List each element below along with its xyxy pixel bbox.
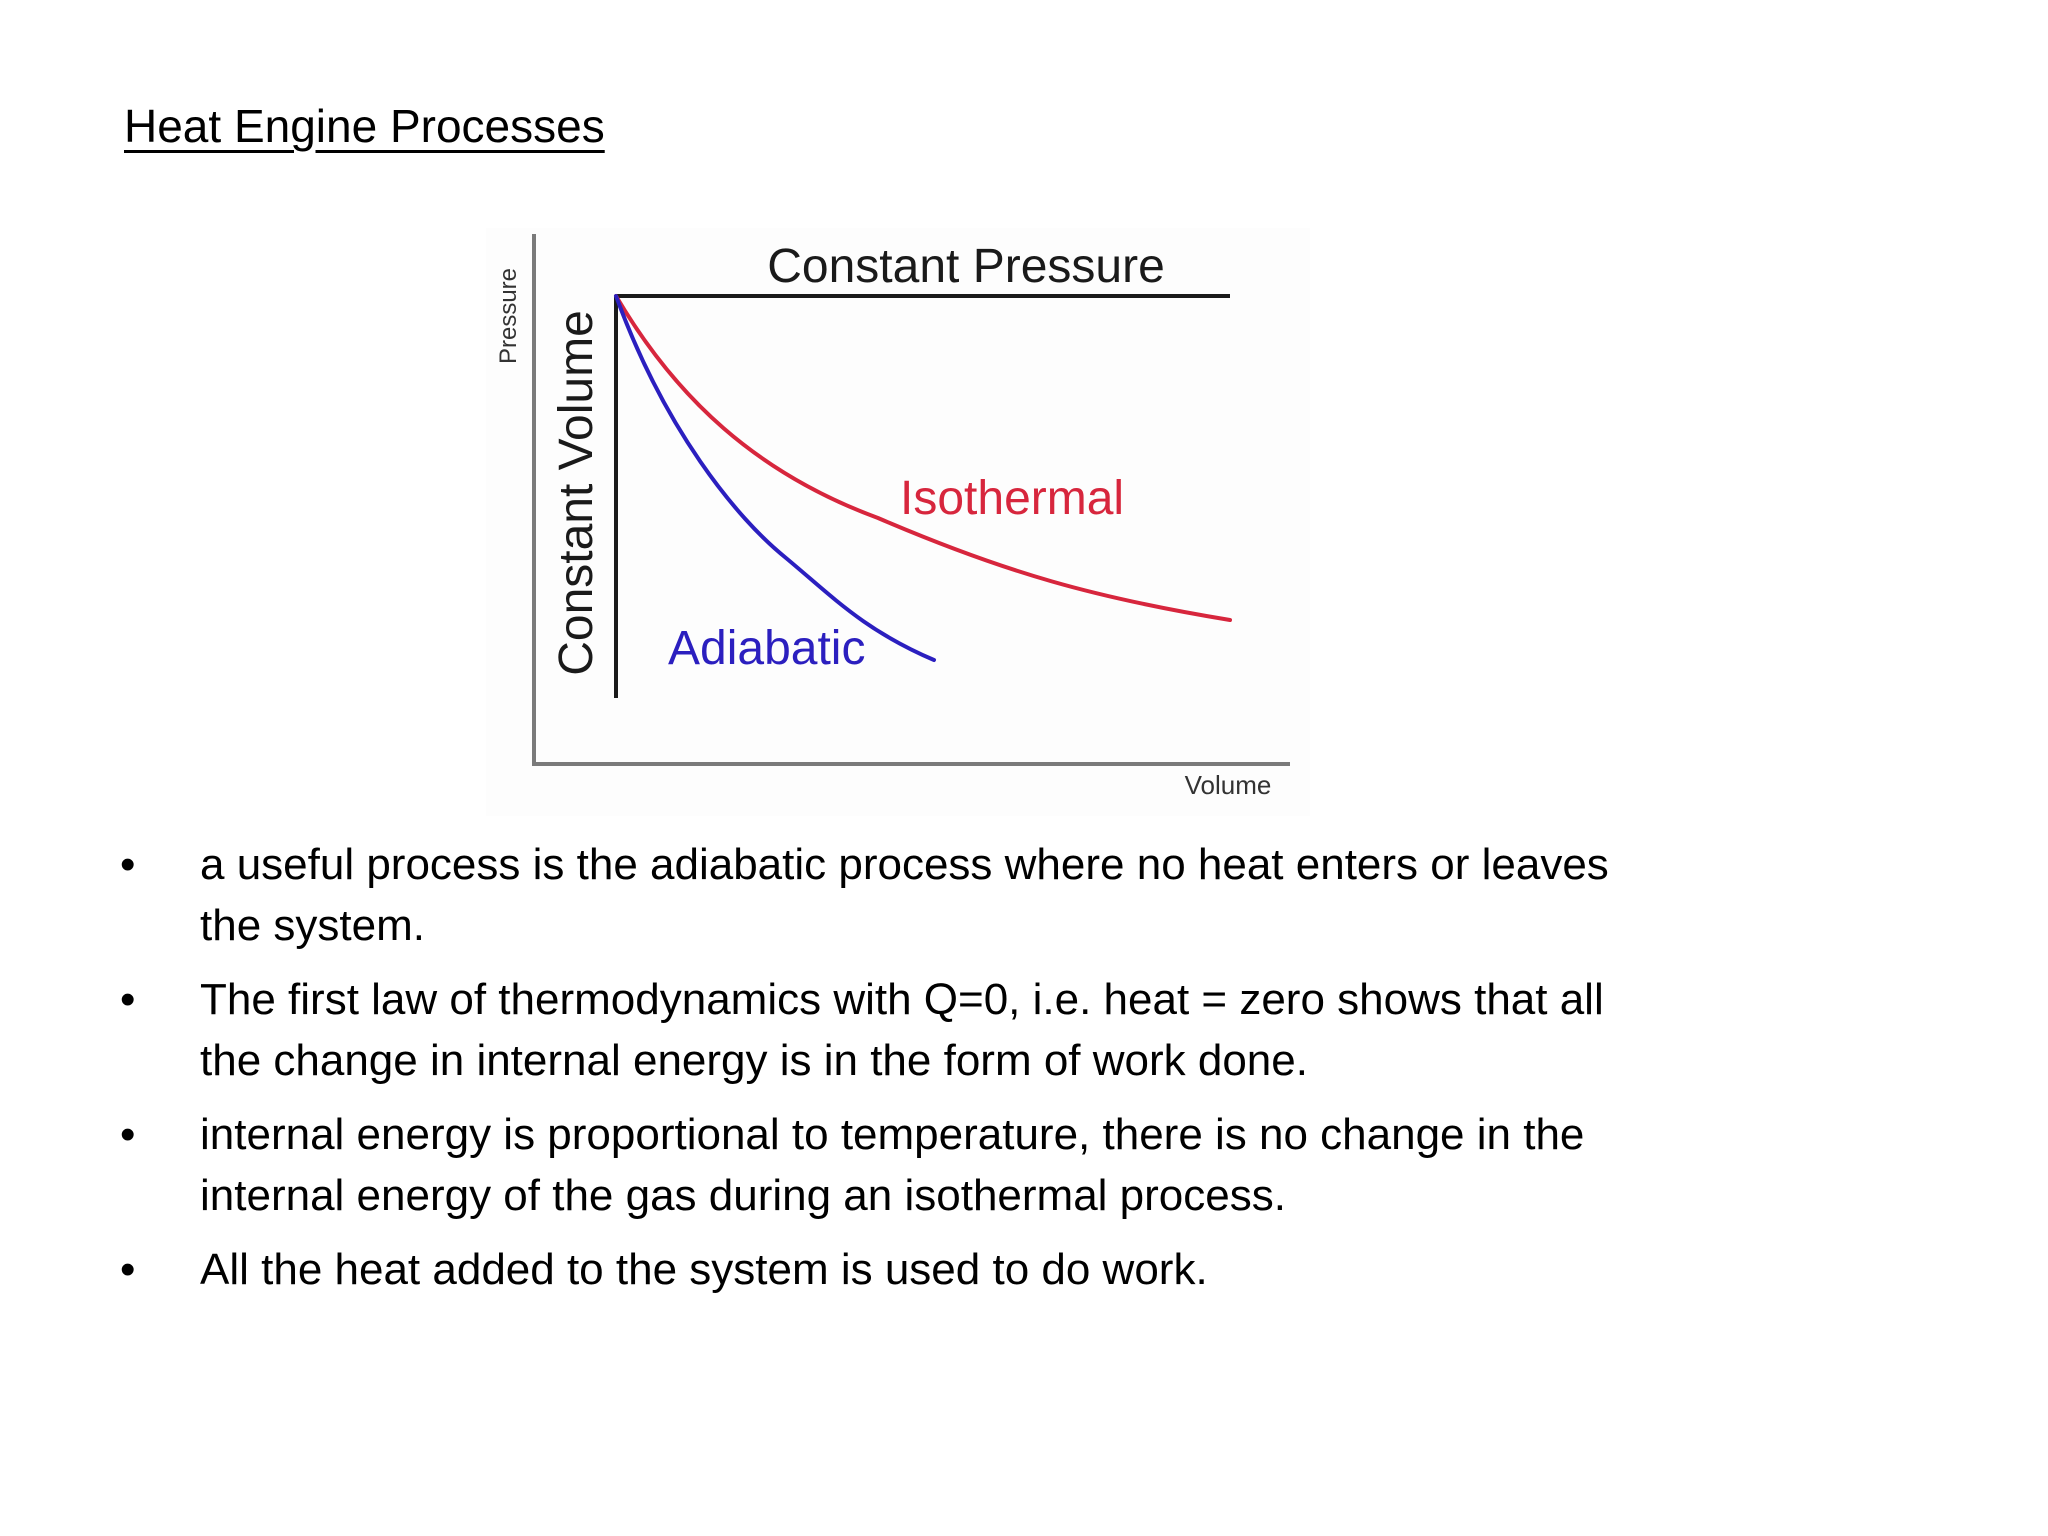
bullet-item <box>118 1239 1758 1300</box>
bullet-line: the system. <box>200 901 425 950</box>
pv-diagram <box>486 228 1310 816</box>
bullet-line: the change in internal energy is in the form of work done. <box>200 1036 1308 1085</box>
adiabatic-label: Adiabatic <box>668 622 866 675</box>
bullet-line: The first law of thermodynamics with Q=0, i.e. heat = zero shows that all <box>200 975 1604 1024</box>
constant-pressure-label: Constant Pressure <box>767 240 1165 293</box>
bullet-line: All the heat added to the system is used to do work. <box>200 1245 1208 1294</box>
bullet-item <box>118 834 1758 956</box>
constant-volume-label: Constant Volume <box>550 310 603 676</box>
x-axis-label: Volume <box>1184 770 1272 800</box>
bullet-marker: • <box>120 1110 136 1159</box>
isothermal-label: Isothermal <box>900 472 1125 525</box>
bullet-list <box>118 834 1758 1313</box>
bullet-marker: • <box>120 975 136 1024</box>
bullet-marker: • <box>120 840 136 889</box>
isothermal-curve <box>616 296 1230 620</box>
y-axis-label: Pressure <box>495 267 522 365</box>
bullet-marker: • <box>120 1245 136 1294</box>
bullet-line: internal energy of the gas during an isothermal process. <box>200 1171 1286 1220</box>
bullet-item <box>118 969 1758 1091</box>
bullet-line: internal energy is proportional to temperature, there is no change in the <box>200 1110 1585 1159</box>
adiabatic-curve <box>616 296 934 660</box>
pv-diagram-svg <box>486 228 1310 816</box>
bullet-item <box>118 1104 1758 1226</box>
slide-title: Heat Engine Processes <box>124 100 605 152</box>
bullet-line: a useful process is the adiabatic process where no heat enters or leaves <box>200 840 1609 889</box>
